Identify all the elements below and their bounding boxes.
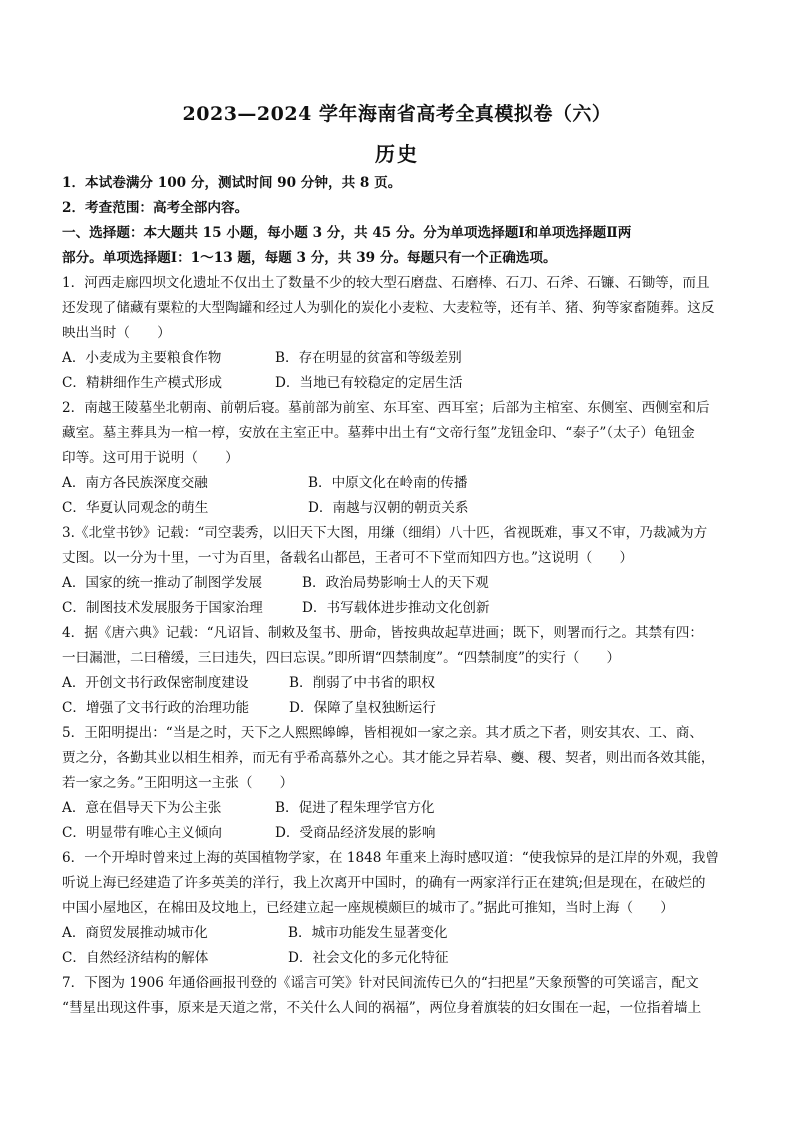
question-6-stem: 中国小屋地区，在棉田及坟地上，已经建立起一座规模颇巨的城市了。”据此可推知，当时上海（ ） [62,900,674,916]
question-1-option-c[interactable]: C．精耕细作生产模式形成 [62,375,222,391]
subject-title: 历史 [375,142,419,166]
question-2-option-d[interactable]: D．南越与汉朝的朝贡关系 [308,500,469,516]
question-2-option-c[interactable]: C．华夏认同观念的萌生 [62,500,209,516]
note-score: 1．本试卷满分 100 分，测试时间 90 分钟，共 8 页。 [62,175,402,191]
question-6-options-row [62,946,740,971]
question-2-options-row [62,496,740,521]
question-6-option-b[interactable]: B．城市功能发生显著变化 [288,925,448,941]
question-1-option-d[interactable]: D．当地已有较稳定的定居生活 [275,375,463,391]
question-4-option-d[interactable]: D．保障了皇权独断运行 [289,700,436,716]
question-2-option-b[interactable]: B．中原文化在岭南的传播 [308,475,468,491]
question-5-options-row [62,796,740,821]
question-4-option-a[interactable]: A．开创文书行政保密制度建设 [62,675,249,691]
question-5-option-c[interactable]: C．明显带有唯心主义倾向 [62,825,222,841]
question-4-options-row [62,696,740,721]
question-3-options-row [62,571,740,596]
question-1-option-b[interactable]: B．存在明显的贫富和等级差别 [275,350,462,366]
question-1-stem: 1．河西走廊四坝文化遗址不仅出土了数量不少的较大型石磨盘、石磨棒、石刀、石斧、石镰、石锄等，而且 [62,275,710,291]
question-6-options-row [62,921,740,946]
question-2-stem: 2．南越王陵墓坐北朝南、前朝后寝。墓前部为前室、东耳室、西耳室；后部为主棺室、东侧室、西侧室和后 [62,400,710,416]
question-3-options-row [62,596,740,621]
question-5-stem: 5．王阳明提出：“当是之时，天下之人熙熙皞皞，皆相视如一家之亲。其才质之下者，则安其农、工、商、 [62,725,703,741]
exam-content [62,171,740,1021]
question-2-stem: 印等。这可用于说明（ ） [62,450,239,466]
question-1-stem: 映出当时（ ） [62,325,171,341]
question-4-option-c[interactable]: C．增强了文书行政的治理功能 [62,700,250,716]
question-6-option-d[interactable]: D．社会文化的多元化特征 [288,950,449,966]
question-4-stem: 4．据《唐六典》记载：“凡诏旨、制敕及玺书、册命，皆按典故起草进画；既下，则署而行之。其禁有四： [62,625,703,641]
question-4-stem: 一曰漏泄，二曰稽缓，三曰违失，四曰忘误。”即所谓“四禁制度”。“四禁制度”的实行（ ） [62,650,621,666]
question-6-option-c[interactable]: C．自然经济结构的解体 [62,950,209,966]
note-scope: 2．考查范围：高考全部内容。 [62,200,249,216]
question-6-stem: 听说上海已经建造了许多英美的洋行，我上次离开中国时，的确有一两家洋行正在建筑;但是现在，在破烂的 [62,875,706,891]
question-5-option-b[interactable]: B．促进了程朱理学官方化 [275,800,435,816]
question-3-option-b[interactable]: B．政治局势影响士人的天下观 [302,575,489,591]
question-1-stem: 还发现了储藏有粟粒的大型陶罐和经过人为驯化的炭化小麦粒、大麦粒等，还有羊、猪、狗等家畜随葬。这反 [62,300,715,316]
question-4-option-b[interactable]: B．削弱了中书省的职权 [289,675,435,691]
question-1-options-row [62,346,740,371]
question-2-stem: 藏室。墓主葬具为一棺一椁，安放在主室正中。墓葬中出土有“文帝行玺”龙钮金印、“泰子”（太子）龟钮金 [62,425,695,441]
question-5-options-row [62,821,740,846]
section-heading-line-1: 一、选择题：本大题共 15 小题，每小题 3 分，共 45 分。分为单项选择题Ⅰ和单项选择题Ⅱ两 [62,225,632,241]
question-3-stem: 丈图。以一分为十里，一寸为百里，备载名山都邑，王者可不下堂而知四方也。”这说明（ ） [62,550,634,566]
question-3-stem: 3.《北堂书钞》记载：“司空裴秀，以旧天下大图，用缣（细绢）八十匹，省视既难，事又不审，乃裁减为方 [62,525,708,541]
question-2-options-row [62,471,740,496]
question-1-option-a[interactable]: A．小麦成为主要粮食作物 [62,350,222,366]
question-1-options-row [62,371,740,396]
question-5-stem: 贾之分，各勤其业以相生相养，而无有乎希高慕外之心。其才能之异若皋、夔、稷、契者，则出而各效其能， [62,750,715,766]
question-3-option-a[interactable]: A．国家的统一推动了制图学发展 [62,575,263,591]
question-4-options-row [62,671,740,696]
question-5-option-a[interactable]: A．意在倡导天下为公主张 [62,800,222,816]
question-7-stem: 7．下图为 1906 年通俗画报刊登的《谣言可笑》针对民间流传已久的“扫把星”天象预警的可笑谣言，配文 [62,975,699,991]
question-5-option-d[interactable]: D．受商品经济发展的影响 [275,825,436,841]
question-3-option-c[interactable]: C．制图技术发展服务于国家治理 [62,600,263,616]
question-6-stem: 6．一个开埠时曾来过上海的英国植物学家，在 1848 年重来上海时感叹道：“使我惊异的是江岸的外观，我曾 [62,850,719,866]
question-2-option-a[interactable]: A．南方各民族深度交融 [62,475,208,491]
exam-title: 2023—2024 学年海南省高考全真模拟卷（六） [182,103,612,125]
section-heading-line-2: 部分。单项选择题Ⅰ：1～13 题，每题 3 分，共 39 分。每题只有一个正确选项。 [62,250,557,266]
question-6-option-a[interactable]: A．商贸发展推动城市化 [62,925,208,941]
question-3-option-d[interactable]: D．书写载体进步推动文化创新 [302,600,490,616]
question-5-stem: 若一家之务。”王阳明这一主张（ ） [62,775,294,791]
question-7-stem: “彗星出现这件事，原来是天道之常，不关什么人间的祸福”，两位身着旗装的妇女围在一起，一位指着墙上 [62,1000,702,1016]
